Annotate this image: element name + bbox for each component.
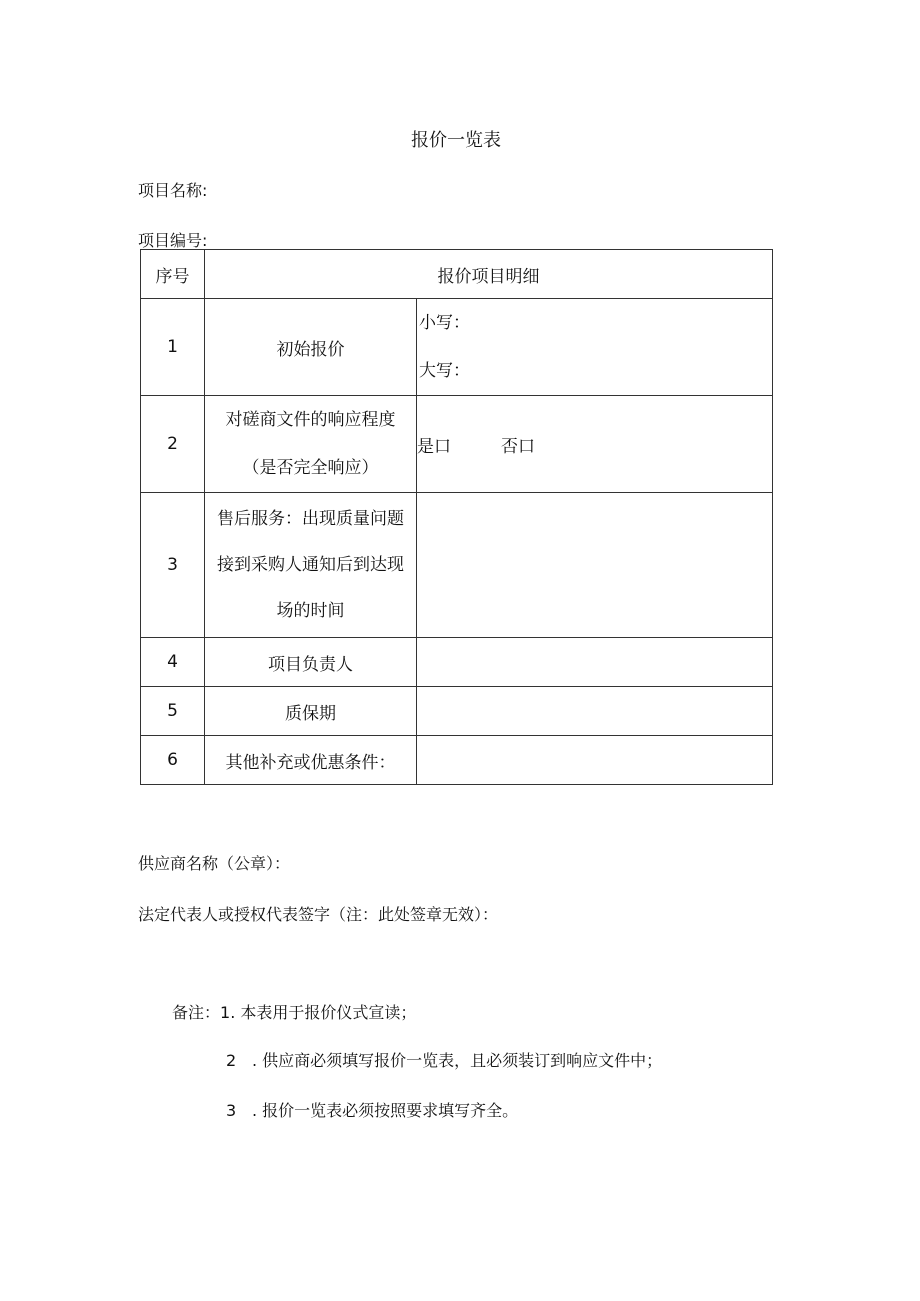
table-row: [141, 299, 773, 396]
row-seq: 1: [141, 299, 205, 396]
quote-table: [140, 249, 773, 785]
note-item-1: [172, 1000, 416, 1023]
price-entry-cell[interactable]: [417, 299, 773, 396]
note-number-3: 3: [226, 1101, 237, 1120]
other-conditions-value-cell[interactable]: [417, 736, 773, 785]
after-sales-line-2: 接到采购人通知后到达现: [217, 555, 404, 575]
table-row: [141, 736, 773, 785]
after-sales-line-1: 售后服务：出现质量问题: [217, 509, 404, 529]
note-text-3: . 报价一览表必须按照要求填写齐全。: [252, 1101, 519, 1120]
supplier-name-label: 供应商名称（公章）：: [138, 854, 291, 873]
legal-rep-signature-label: 法定代表人或授权代表签字（注：此处签章无效）：: [138, 905, 499, 924]
table-row: [141, 687, 773, 736]
after-sales-value-cell[interactable]: [417, 493, 773, 638]
note-prefix: 备注：: [172, 1003, 221, 1022]
note-text-1: 1. 本表用于报价仪式宣读；: [220, 1003, 417, 1022]
row-item-after-sales: [205, 493, 417, 638]
response-degree-line-2: （是否完全响应）: [242, 458, 379, 478]
price-lowercase-label: 小写：: [419, 313, 470, 333]
page-title: 报价一览表: [411, 130, 501, 151]
header-seq: 序号: [141, 250, 205, 299]
row-seq: 4: [141, 638, 205, 687]
row-item-response-degree: [205, 396, 417, 493]
after-sales-line-3: 场的时间: [276, 601, 345, 621]
note-number-2: 2: [226, 1051, 237, 1070]
row-item-initial-price: 初始报价: [205, 299, 417, 396]
row-item-project-manager: 项目负责人: [205, 638, 417, 687]
response-degree-line-1: 对磋商文件的响应程度: [225, 410, 396, 430]
header-detail: 报价项目明细: [205, 250, 773, 299]
note-item-3: [226, 1098, 518, 1121]
table-header-row: [141, 250, 773, 299]
option-no-checkbox[interactable]: 否口: [501, 436, 535, 457]
note-text-2: . 供应商必须填写报价一览表，且必须装订到响应文件中；: [252, 1051, 663, 1070]
response-options-cell: [417, 396, 773, 493]
table-row: [141, 396, 773, 493]
row-seq: 6: [141, 736, 205, 785]
table-row: [141, 638, 773, 687]
row-item-warranty: 质保期: [205, 687, 417, 736]
project-code-label: 项目编号:: [138, 231, 208, 250]
row-item-other-conditions: 其他补充或优惠条件：: [205, 736, 417, 785]
row-seq: 2: [141, 396, 205, 493]
note-item-2: [226, 1048, 662, 1071]
option-yes-checkbox[interactable]: 是口: [417, 436, 451, 457]
row-seq: 5: [141, 687, 205, 736]
row-seq: 3: [141, 493, 205, 638]
price-uppercase-label: 大写：: [419, 361, 470, 381]
warranty-value-cell[interactable]: [417, 687, 773, 736]
project-name-label: 项目名称:: [138, 181, 208, 200]
project-manager-value-cell[interactable]: [417, 638, 773, 687]
table-row: [141, 493, 773, 638]
